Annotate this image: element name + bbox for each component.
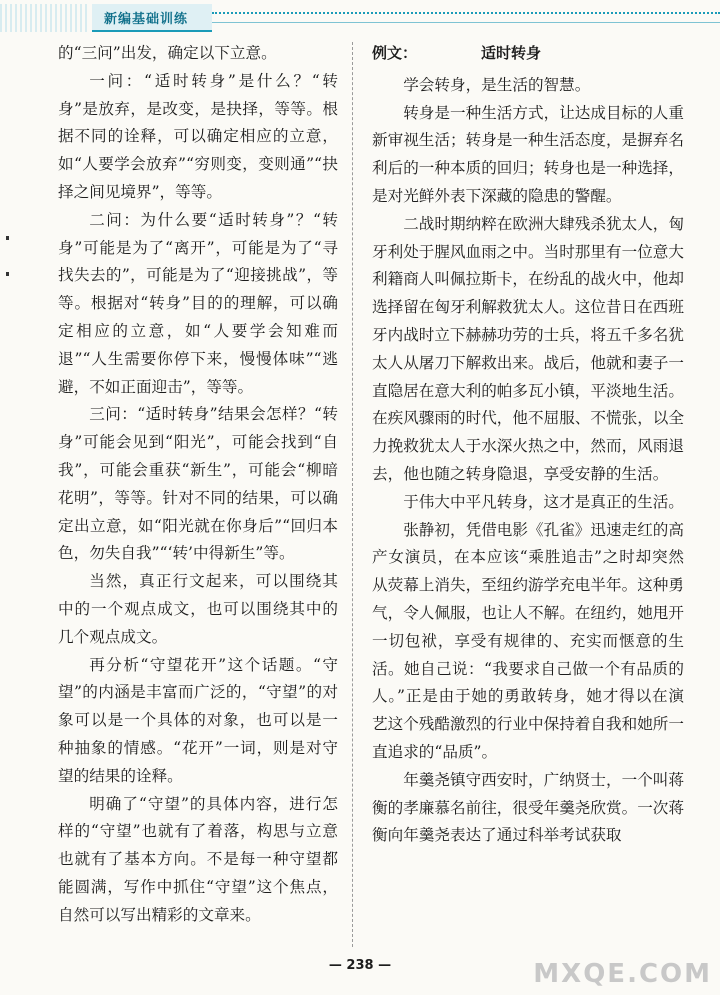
essay-title: 适时转身 (481, 44, 542, 62)
watermark: MXQE.COM (533, 959, 712, 989)
paragraph: 于伟大中平凡转身，这才是真正的生活。 (403, 492, 684, 511)
essay-heading (372, 40, 684, 68)
column-divider (352, 42, 353, 947)
paragraph: 学会转身，是生活的智慧。 (403, 75, 591, 94)
header-rule-thin (212, 22, 720, 23)
left-column (58, 40, 338, 930)
paragraph: 张静初，凭借电影《孔雀》迅速走红的高产女演员，在本应该“乘胜追击”之时却突然从荧幕上消失，至纽约游学充电半年。这种勇气，令人佩服，也让人不解。在纽约，她甩开一切包袱，享受有规律的、充实而惬意的生活。她自己说：“我要求自己做一个有品质的人。”正是由于她的勇敢转身，她才得以在演艺这个残酷激烈的行业中保持着自我和她所一直追求的“品质”。 (372, 520, 684, 761)
paragraph: 年羹尧镇守西安时，广纳贤士，一个叫蒋衡的孝廉慕名前往，很受年羹尧欣赏。一次蒋衡向年羹尧表达了通过科举考试获取 (372, 770, 684, 845)
paragraph: 当然，真正行文起来，可以围绕其中的一个观点成文，也可以围绕其中的几个观点成文。 (58, 572, 338, 646)
paragraph: 明确了“守望”的具体内容，进行怎样的“守望”也就有了着落，构思与立意也就有了基本方向。不是每一种守望都能圆满，写作中抓住“守望”这个焦点，自然可以写出精彩的文章来。 (58, 794, 338, 924)
paragraph: 的“三问”出发，确定以下立意。 (58, 44, 277, 62)
paragraph: 二问：为什么要“适时转身”？“转身”可能是为了“离开”，可能是为了“寻找失去的”，可能是为了“迎接挑战”，等等。根据对“转身”目的的理解，可以确定相应的立意，如“人要学会知难而退”“人生需要你停下来，慢慢体味”“逃避，不如正面迎击”，等等。 (58, 210, 338, 396)
paragraph: 三问：“适时转身”结果会怎样？“转身”可能会见到“阳光”，可能会找到“自我”，可能会重获“新生”，可能会“柳暗花明”，等等。针对不同的结果，可以确定出立意，如“阳光就在你身后”“回归本色，勿失自我”“‘转’中得新生”等。 (58, 405, 338, 563)
paragraph: 转身是一种生活方式，让达成目标的人重新审视生活；转身是一种生活态度，是摒弃名利后的一种本质的回归；转身也是一种选择，是对光鲜外表下深藏的隐患的警醒。 (372, 103, 684, 205)
header-pattern (0, 4, 90, 32)
right-column (372, 40, 684, 850)
header-title: 新编基础训练 (104, 12, 189, 27)
paragraph: 二战时期纳粹在欧洲大肆残杀犹太人，匈牙利处于腥风血雨之中。当时那里有一位意大利籍商人叫佩拉斯卡，在纷乱的战火中，他却选择留在匈牙利解救犹太人。这位昔日在西班牙内战时立下赫赫功劳的士兵，将五千多名犹太人从屠刀下解救出来。战后，他就和妻子一直隐居在意大利的帕多瓦小镇，平淡地生活。在疾风骤雨的时代，他不屈服、不慌张，以全力挽救犹太人于水深火热之中，然而，风雨退去，他也随之转身隐退，享受安静的生活。 (372, 214, 684, 483)
header-rule (212, 12, 720, 14)
paragraph: 一问：“适时转身”是什么？“转身”是放弃，是改变，是抉择，等等。根据不同的诠释，可以确定相应的立意，如“人要学会放弃”“穷则变，变则通”“抉择之间见境界”，等等。 (58, 71, 338, 201)
paragraph: 再分析“守望花开”这个话题。“守望”的内涵是丰富而广泛的，“守望”的对象可以是一个具体的对象，也可以是一种抽象的情感。“花开”一词，则是对守望的结果的诠释。 (58, 655, 338, 785)
page-header (0, 0, 720, 34)
margin-mark (6, 236, 9, 240)
essay-label: 例文： (372, 44, 418, 62)
page-number: — 238 — (328, 958, 392, 973)
margin-mark (6, 272, 9, 276)
